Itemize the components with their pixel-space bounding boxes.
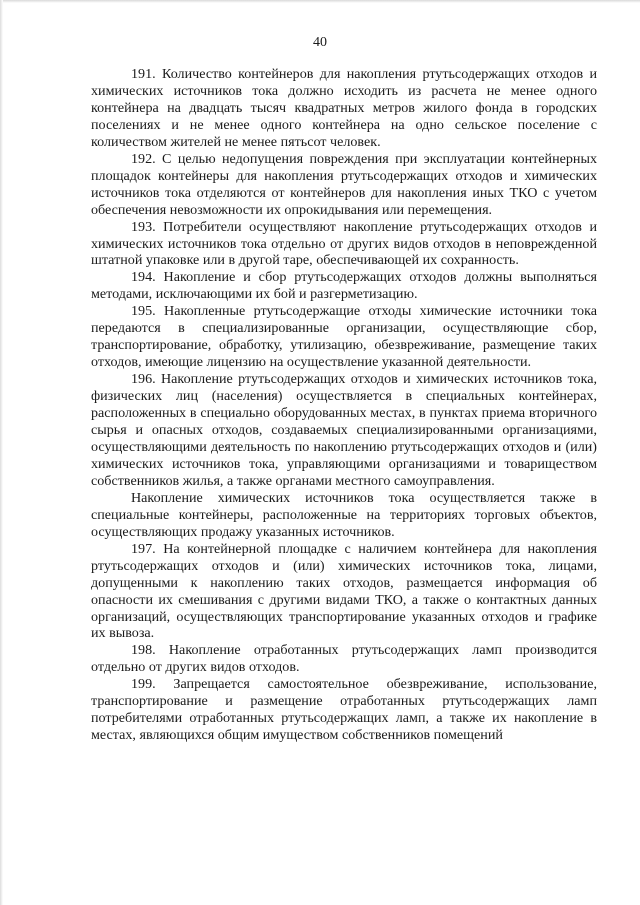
paragraph-192: 192. С целью недопущения повреждения при эксплуатации контейнерных площадок контейнеры для накопления ртутьсодержащих отходов и химических источников тока отделяются от контейнеров для накопления иных ТКО с учетом обеспечения невозможности их опрокидывания или перемещения. (91, 150, 597, 218)
paragraph-193: 193. Потребители осуществляют накопление ртутьсодержащих отходов и химических источников тока отдельно от других видов отходов в неповрежденной штатной упаковке или в другой таре, обеспечивающей их сохранность. (91, 218, 597, 269)
paragraph-199: 199. Запрещается самостоятельное обезвреживание, использование, транспортирование и размещение отработанных ртутьсодержащих ламп потребителями отработанных ртутьсодержащих ламп, а также их накопление в местах, являющихся общим имуществом собственников помещений (91, 676, 597, 744)
document-body (91, 66, 597, 744)
paragraph-196: 196. Накопление ртутьсодержащих отходов и химических источников тока, физических лиц (населения) осуществляется в специальных контейнерах, расположенных в специально оборудованных местах, в пунктах приема вторичного сырья и опасных отходов, создаваемых специализированными организациями, осуществляющими деятельность по накоплению ртутьсодержащих отходов и (или) химических источников тока, управляющими организациями и товариществом собственников жилья, а также органами местного самоуправления. (91, 371, 597, 489)
paragraph-195: 195. Накопленные ртутьсодержащие отходы химические источники тока передаются в специализированные организации, осуществляющие сбор, транспортирование, обработку, утилизацию, обезвреживание, размещение таких отходов, имеющие лицензию на осуществление указанной деятельности. (91, 303, 597, 371)
scan-edge-top (0, 0, 640, 3)
paragraph-196-continued: Накопление химических источников тока осуществляется также в специальные контейнеры, расположенные на территориях торговых объектов, осуществляющих продажу указанных источников. (91, 489, 597, 540)
paragraph-194: 194. Накопление и сбор ртутьсодержащих отходов должны выполняться методами, исключающими их бой и разгерметизацию. (91, 269, 597, 303)
scan-edge-left (0, 0, 3, 905)
paragraph-191: 191. Количество контейнеров для накопления ртутьсодержащих отходов и химических источников тока должно исходить из расчета не менее одного контейнера на двадцать тысяч квадратных метров жилого фонда в городских поселениях и не менее одного контейнера на одно сельское поселение с количеством жителей не менее пятьсот человек. (91, 66, 597, 150)
paragraph-197: 197. На контейнерной площадке с наличием контейнера для накопления ртутьсодержащих отходов и (или) химических источников тока, лицами, допущенными к накоплению таких отходов, размещается информация об опасности их смешивания с другими видами ТКО, а также о контактных данных организаций, осуществляющих транспортирование указанных отходов и графике их вывоза. (91, 540, 597, 642)
paragraph-198: 198. Накопление отработанных ртутьсодержащих ламп производится отдельно от других видов отходов. (91, 642, 597, 676)
page-number: 40 (313, 35, 327, 50)
